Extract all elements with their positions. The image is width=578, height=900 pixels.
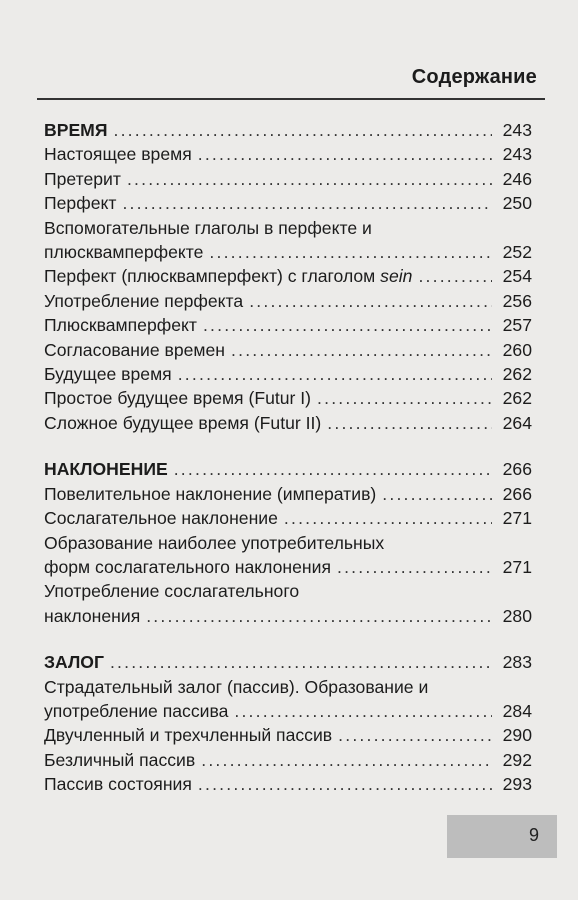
- toc-entry: [44, 338, 532, 362]
- toc-entry-title-cont: плюсквамперфекте: [44, 242, 204, 263]
- toc-entry-title: [44, 748, 195, 772]
- toc-page-number: 280: [502, 605, 532, 626]
- toc-entry-title-cont: форм сослагательного наклонения: [44, 556, 331, 577]
- toc-page-number: 243: [502, 144, 532, 165]
- toc-entry: [44, 362, 532, 386]
- section-gap: [44, 628, 532, 650]
- toc-entry: [44, 506, 532, 530]
- toc-entry-text: ЗАЛОГ: [44, 652, 104, 673]
- toc-entry-line: [44, 723, 532, 747]
- toc-section: [44, 650, 532, 674]
- toc-page-number: 252: [502, 242, 532, 263]
- leader-dots: [418, 264, 492, 288]
- toc-entry-title: [44, 338, 225, 362]
- toc-entry-line: [44, 191, 532, 215]
- toc-section: [44, 457, 532, 481]
- toc-page-number: 283: [502, 652, 532, 673]
- toc-entry-title: [44, 457, 168, 481]
- toc-entry-line: [44, 289, 532, 313]
- toc-entry-line: [44, 313, 532, 337]
- toc-entry: [44, 675, 532, 724]
- toc-entry-line: [44, 338, 532, 362]
- toc-page-number: 271: [502, 508, 532, 529]
- toc-entry-text: Настоящее время: [44, 144, 192, 165]
- toc-entry-title: [44, 313, 197, 337]
- toc-entry-text: Будущее время: [44, 364, 172, 385]
- toc-entry-line: [44, 675, 532, 699]
- toc-entry-title: [44, 362, 172, 386]
- leader-dots: [198, 772, 492, 796]
- leader-dots: [249, 289, 492, 313]
- toc-entry-line: [44, 650, 532, 674]
- toc-entry-line: [44, 772, 532, 796]
- toc-page-number: 262: [502, 388, 532, 409]
- page-number: 9: [528, 825, 539, 845]
- toc-entry: [44, 191, 532, 215]
- leader-dots: [201, 748, 492, 772]
- toc-page-number: 250: [502, 193, 532, 214]
- leader-dots: [209, 240, 492, 264]
- toc-entry-title: [44, 411, 321, 435]
- toc-page-number: 290: [502, 725, 532, 746]
- toc-page-number: 260: [502, 339, 532, 360]
- toc-entry-line: [44, 118, 532, 142]
- toc-entry: [44, 142, 532, 166]
- toc-page-number: 266: [502, 459, 532, 480]
- leader-dots: [382, 482, 492, 506]
- toc-entry-line: [44, 411, 532, 435]
- toc-entry-line: [44, 748, 532, 772]
- leader-dots: [327, 411, 492, 435]
- toc-entry-title: [44, 289, 243, 313]
- leader-dots: [337, 555, 492, 579]
- toc-page-number: 256: [502, 290, 532, 311]
- toc-entry-title: [44, 482, 376, 506]
- toc-page-number: 266: [502, 483, 532, 504]
- toc-entry: [44, 264, 532, 288]
- toc-entry-text: Сложное будущее время (Futur II): [44, 412, 322, 433]
- header-rule: [37, 98, 545, 100]
- toc-entry: [44, 167, 532, 191]
- toc-entry-text: Плюсквамперфект: [44, 315, 197, 336]
- toc-entry-title: [44, 386, 311, 410]
- toc-entry: [44, 723, 532, 747]
- toc-page-number: 293: [502, 774, 532, 795]
- toc-entry-line: [44, 555, 532, 579]
- toc-entry-text: Повелительное наклонение (императив): [44, 483, 377, 504]
- toc-entry: [44, 386, 532, 410]
- leader-dots: [113, 118, 492, 142]
- toc-section: [44, 118, 532, 142]
- leader-dots: [234, 699, 492, 723]
- toc-entry-line: [44, 167, 532, 191]
- toc-entry-text: Двучленный и трехчленный пассив: [44, 725, 333, 746]
- toc-entry-title: [44, 167, 121, 191]
- leader-dots: [338, 723, 492, 747]
- page-number-box: [447, 815, 557, 858]
- leader-dots: [146, 604, 492, 628]
- toc-entry: [44, 579, 532, 628]
- toc-page-number: 292: [502, 749, 532, 770]
- toc-entry-line: [44, 482, 532, 506]
- leader-dots: [203, 313, 492, 337]
- toc-entry-title-cont: наклонения: [44, 605, 141, 626]
- toc-entry: [44, 313, 532, 337]
- toc-entry-line: [44, 216, 532, 240]
- running-header: [0, 60, 545, 100]
- toc-entry: [44, 748, 532, 772]
- leader-dots: [198, 142, 492, 166]
- toc-entry: [44, 531, 532, 580]
- toc-entry-text: Согласование времен: [44, 339, 226, 360]
- toc-page-number: 262: [502, 364, 532, 385]
- toc-entry-text: Претерит: [44, 168, 121, 189]
- toc-entry-text: Безличный пассив: [44, 749, 196, 770]
- toc-entry-text: Употребление перфекта: [44, 290, 244, 311]
- toc-entry-title: [44, 118, 107, 142]
- header-title: Содержание: [411, 66, 537, 88]
- toc-entry-title: Вспомогательные глаголы в перфекте и: [44, 217, 372, 238]
- leader-dots: [284, 506, 492, 530]
- toc-entry-line: [44, 506, 532, 530]
- toc-entry: [44, 482, 532, 506]
- leader-dots: [127, 167, 492, 191]
- toc-entry-text: Перфект (плюсквамперфект) с глаголом: [44, 266, 381, 287]
- toc-entry-title: [44, 723, 332, 747]
- toc-page-number: 243: [502, 120, 532, 140]
- toc-entry: [44, 772, 532, 796]
- toc-entry-line: [44, 699, 532, 723]
- toc-entry-title: [44, 142, 192, 166]
- toc-entry-title: [44, 506, 278, 530]
- section-gap: [44, 435, 532, 457]
- leader-dots: [317, 386, 492, 410]
- toc-page-number: 271: [502, 556, 532, 577]
- leader-dots: [178, 362, 492, 386]
- toc-entry-title: [44, 264, 412, 288]
- toc-entry: [44, 216, 532, 265]
- toc-page-number: 246: [502, 168, 532, 189]
- table-of-contents: [44, 118, 532, 797]
- toc-entry-text: Простое будущее время (Futur I): [44, 388, 312, 409]
- toc-page-number: 284: [502, 700, 532, 721]
- toc-page-number: 264: [502, 412, 532, 433]
- toc-page-number: 257: [502, 315, 532, 336]
- toc-entry-line: [44, 579, 532, 603]
- toc-entry-title: Страдательный залог (пассив). Образование и: [44, 676, 429, 697]
- toc-entry-line: [44, 386, 532, 410]
- toc-entry-title-cont: употребление пассива: [44, 700, 229, 721]
- leader-dots: [231, 338, 492, 362]
- leader-dots: [110, 650, 492, 674]
- toc-entry-line: [44, 142, 532, 166]
- toc-entry-emphasis: sein: [380, 266, 413, 287]
- toc-entry-text: Сослагательное наклонение: [44, 508, 278, 529]
- toc-entry-line: [44, 604, 532, 628]
- toc-entry-text: Пассив состояния: [44, 774, 192, 795]
- toc-entry-title: Образование наиболее употребительных: [44, 532, 385, 553]
- toc-entry-text: ВРЕМЯ: [44, 120, 108, 140]
- toc-entry-title: [44, 772, 192, 796]
- leader-dots: [122, 191, 492, 215]
- toc-entry-line: [44, 264, 532, 288]
- toc-entry-line: [44, 457, 532, 481]
- toc-page-number: 254: [502, 266, 532, 287]
- toc-entry-title: [44, 191, 116, 215]
- toc-entry-text: НАКЛОНЕНИЕ: [44, 459, 168, 480]
- toc-entry-line: [44, 531, 532, 555]
- toc-entry-title: Употребление сослагательного: [44, 581, 300, 602]
- toc-entry-title: [44, 650, 104, 674]
- leader-dots: [174, 457, 492, 481]
- toc-entry-line: [44, 362, 532, 386]
- toc-entry-line: [44, 240, 532, 264]
- toc-entry-text: Перфект: [44, 193, 117, 214]
- toc-entry: [44, 411, 532, 435]
- toc-entry: [44, 289, 532, 313]
